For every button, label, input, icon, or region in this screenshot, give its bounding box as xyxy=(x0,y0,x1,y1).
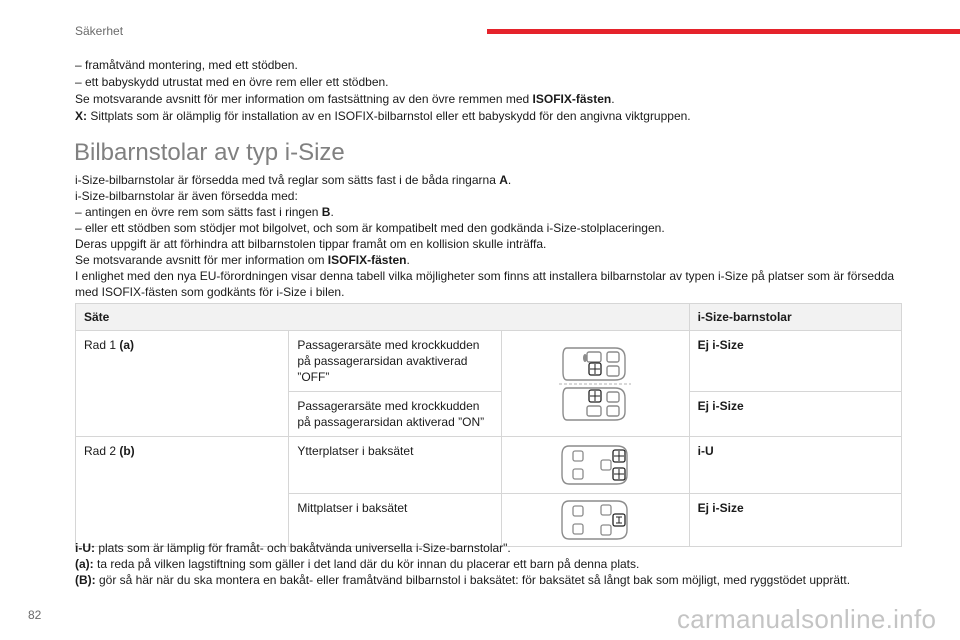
p1-text: i-Size-bilbarnstolar är försedda med två reglar som sätts fast i de båda ringarna xyxy=(75,173,500,187)
x-definition xyxy=(75,108,691,124)
note-iu-label: i-U: xyxy=(75,541,95,555)
p3-text: – antingen en övre rem som sätts fast i ringen xyxy=(75,205,322,219)
header-isize: i-Size-barnstolar xyxy=(689,304,901,331)
row2a-description: Ytterplatser i baksätet xyxy=(289,437,501,494)
outer-rear-seat-diagram-cell xyxy=(501,437,689,494)
row2-label-cell xyxy=(76,437,289,547)
note-b xyxy=(75,572,850,588)
isofix-reference-2: ISOFIX-fästen xyxy=(327,253,407,267)
middle-rear-seat-car-icon xyxy=(559,498,631,542)
note-iu xyxy=(75,540,511,556)
front-seat-diagram-cell xyxy=(501,331,689,437)
row1-note: (a) xyxy=(119,338,135,352)
section-paragraph-5: Deras uppgift är att förhindra att bilbarnstolen tippar framåt om en kollision skulle inträffa. xyxy=(75,237,547,251)
row2b-value: Ej i-Size xyxy=(689,494,901,547)
front-seat-car-icon xyxy=(559,344,631,424)
intro-line-3-end: . xyxy=(611,92,615,106)
row2-note: (b) xyxy=(119,444,135,458)
row1-label: Rad 1 xyxy=(84,338,120,352)
intro-line-3-text: Se motsvarande avsnitt för mer information om fastsättning av den övre remmen med xyxy=(75,92,533,106)
p6-text: Se motsvarande avsnitt för mer information om xyxy=(75,253,328,267)
page-number: 82 xyxy=(28,608,42,622)
p3-end: . xyxy=(330,205,334,219)
row1-label-cell xyxy=(76,331,289,437)
note-b-text: gör så här när du ska montera en bakåt- eller framåtvänd bilbarnstol i baksätet: för baksätet så långt bak som möjligt, med ryggstödet upprätt. xyxy=(95,573,851,587)
table-header-row xyxy=(76,304,902,331)
outer-rear-seat-car-icon xyxy=(559,443,631,487)
section-paragraph-1 xyxy=(75,172,511,188)
row2b-description: Mittplatser i baksätet xyxy=(289,494,501,547)
ring-a-label: A xyxy=(499,173,508,187)
row1b-value: Ej i-Size xyxy=(689,392,901,437)
watermark: carmanualsonline.info xyxy=(677,604,937,634)
section-title: Bilbarnstolar av typ i-Size xyxy=(74,139,345,166)
intro-line-2: – ett babyskydd utrustat med en övre rem eller ett stödben. xyxy=(75,75,389,89)
section-header: Säkerhet xyxy=(75,24,124,38)
header-seat: Säte xyxy=(76,304,690,331)
row2-label: Rad 2 xyxy=(84,444,120,458)
x-text: Sittplats som är olämplig för installation av en ISOFIX-bilbarnstol eller ett babyskydd för den angivna viktgruppen. xyxy=(87,109,691,123)
note-b-label: (B): xyxy=(75,573,96,587)
section-paragraph-4: – eller ett stödben som stödjer mot bilgolvet, och som är kompatibelt med den godkända i-Size-stolplaceringen. xyxy=(75,221,665,235)
isize-seat-table xyxy=(75,303,902,547)
intro-line-1: – framåtvänd montering, med ett stödben. xyxy=(75,58,298,72)
p6-end: . xyxy=(406,253,410,267)
row1b-description: Passagerarsäte med krockkudden på passagerarsidan aktiverad ”ON” xyxy=(289,392,501,437)
section-paragraph-7: I enlighet med den nya EU-förordningen visar denna tabell vilka möjligheter som finns att installera bilbarnstolar av typen i-Size på platser som är försedda xyxy=(75,269,895,283)
note-a xyxy=(75,556,639,572)
intro-line-3 xyxy=(75,91,615,107)
note-a-text: ta reda på vilken lagstiftning som gäller i det land där du kör innan du placerar ett barn på denna plats. xyxy=(93,557,640,571)
table-row xyxy=(76,331,902,392)
section-paragraph-8: med ISOFIX-fästen som godkänts för i-Size i bilen. xyxy=(75,285,345,299)
table-row xyxy=(76,437,902,494)
x-label: X: xyxy=(75,109,87,123)
section-paragraph-3 xyxy=(75,204,334,220)
header-accent-bar xyxy=(487,29,960,34)
row1a-value: Ej i-Size xyxy=(689,331,901,392)
note-a-label: (a): xyxy=(75,557,94,571)
section-paragraph-6 xyxy=(75,252,410,268)
ring-b-label: B xyxy=(321,205,331,219)
middle-rear-seat-diagram-cell xyxy=(501,494,689,547)
row1a-description: Passagerarsäte med krockkudden på passagerarsidan avaktiverad ”OFF” xyxy=(289,331,501,392)
note-iu-text: plats som är lämplig för framåt- och bakåtvända universella i-Size-barnstolar". xyxy=(95,541,511,555)
p1-end: . xyxy=(507,173,512,187)
row2a-value: i-U xyxy=(689,437,901,494)
section-paragraph-2: i-Size-bilbarnstolar är även försedda med: xyxy=(75,189,298,203)
isofix-reference: ISOFIX-fästen xyxy=(532,92,612,106)
